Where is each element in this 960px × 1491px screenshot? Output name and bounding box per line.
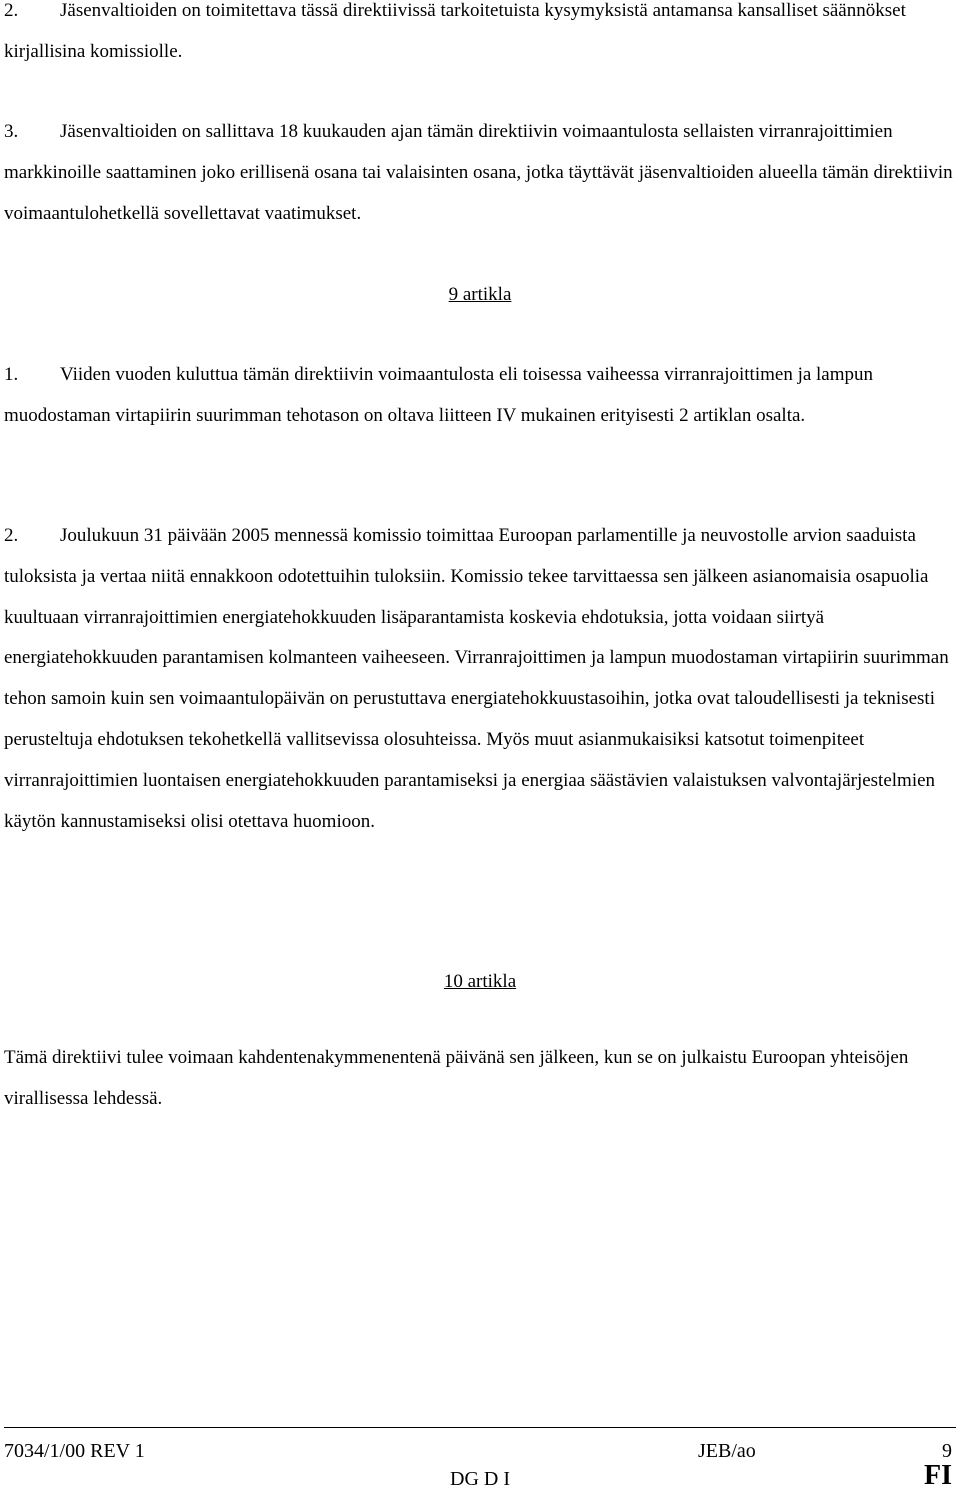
article9-paragraph-2 [4,516,956,842]
paragraph-text: Jäsenvaltioiden on sallittava 18 kuukauden ajan tämän direktiivin voimaantulosta sellaisten virranrajoittimien markkinoille saattaminen joko erillisenä osana tai valaisinten osana, jotka täyttävät jäsenvaltioiden alueella tämän direktiivin voimaantulohetkellä sovellettavat vaatimukset. [4,121,953,224]
article9-paragraph-1 [4,355,956,437]
author-initials: JEB/ao [698,1440,756,1462]
paragraph-number: 2. [4,525,19,546]
article-9-heading: 9 artikla [448,284,512,305]
article8-paragraph-2 [4,0,956,73]
language-code: FI [924,1460,952,1491]
paragraph-number: 2. [4,0,19,21]
document-reference: 7034/1/00 REV 1 [4,1440,145,1462]
article10-paragraph: Tämä direktiivi tulee voimaan kahdentenakymmenentenä päivänä sen jälkeen, kun se on julkaistu Euroopan yhteisöjen virallisessa lehdessä. [4,1047,909,1109]
footer-divider [4,1427,956,1428]
page-number: 9 [942,1440,952,1462]
paragraph-text: Jäsenvaltioiden on toimitettava tässä direktiivissä tarkoitetuista kysymyksistä antamansa kansalliset säännökset kirjallisina komissiolle. [4,0,906,62]
paragraph-number: 1. [4,364,19,385]
article8-paragraph-3 [4,112,956,234]
directorate-code: DG D I [450,1468,510,1490]
paragraph-text: Joulukuun 31 päivään 2005 mennessä komissio toimittaa Euroopan parlamentille ja neuvostolle arvion saaduista tuloksista ja vertaa niitä ennakkoon odotettuihin tuloksiin. Komissio tekee tarvittaessa sen jälkeen asianomaisia osapuolia kuultuaan virranrajoittimien energiatehokkuuden lisäparantamista koskevia ehdotuksia, jotta voidaan siirtyä energiatehokkuuden parantamisen kolmanteen vaiheeseen. Virranrajoittimen ja lampun muodostaman virtapiirin suurimman tehon samoin kuin sen voimaantulopäivän on perustuttava energiatehokkuustasoihin, jotka ovat taloudellisesti ja teknisesti perusteltuja ehdotuksen tekohetkellä vallitsevissa olosuhteissa. Myös muut asianmukaisiksi katsotut toimenpiteet virranrajoittimien luontaisen energiatehokkuuden parantamiseksi ja energiaa säästävien valaistuksen valvontajärjestelmien käytön kannustamiseksi olisi otettava huomioon. [4,525,949,832]
paragraph-text: Viiden vuoden kuluttua tämän direktiivin voimaantulosta eli toisessa vaiheessa virranrajoittimen ja lampun muodostaman virtapiirin suurimman tehotason on oltava liitteen IV mukainen erityisesti 2 artiklan osalta. [4,364,874,426]
paragraph-number: 3. [4,121,19,142]
article-10-heading: 10 artikla [443,971,517,992]
